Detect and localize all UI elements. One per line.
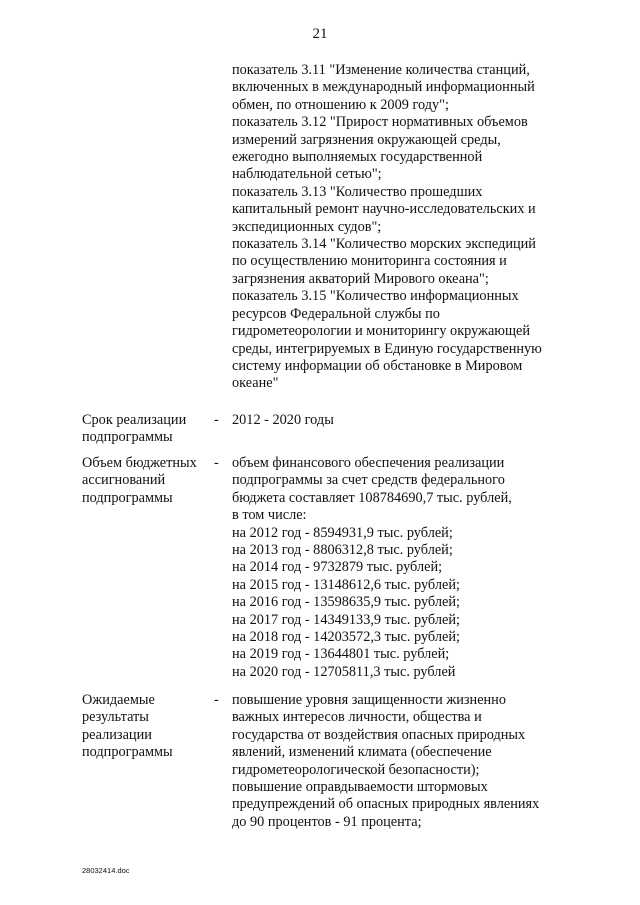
- results-label-line: подпрограммы: [82, 744, 173, 761]
- term-label: [82, 412, 212, 447]
- footer-filename: 28032414.doc: [82, 866, 130, 875]
- indicator-line: ежегодно выполняемых государственной: [232, 149, 483, 166]
- indicator-line: обмен, по отношению к 2009 году";: [232, 96, 449, 113]
- budget-value-line: на 2016 год - 13598635,9 тыс. рублей;: [232, 594, 460, 611]
- results-value-line: повышение уровня защищенности жизненно: [232, 692, 506, 708]
- budget-value-line: на 2015 год - 13148612,6 тыс. рублей;: [232, 576, 460, 593]
- budget-value-line: в том числе:: [232, 507, 307, 524]
- budget-value-line: на 2017 год - 14349133,9 тыс. рублей;: [232, 611, 460, 628]
- budget-value-line: на 2018 год - 14203572,3 тыс. рублей;: [232, 629, 460, 646]
- indicator-line: показатель 3.15 "Количество информационных: [232, 288, 519, 305]
- budget-value-line: бюджета составляет 108784690,7 тыс. рублей,: [232, 489, 512, 506]
- results-label-line: реализации: [82, 726, 152, 743]
- results-label-line: результаты: [82, 709, 149, 726]
- indicators-list: [232, 62, 577, 393]
- budget-label-line: ассигнований: [82, 472, 166, 489]
- indicator-line: включенных в международный информационный: [232, 79, 535, 96]
- indicator-line: по осуществлению мониторинга состояния и: [232, 253, 507, 270]
- budget-value-line: подпрограммы за счет средств федерального: [232, 472, 505, 489]
- results-dash: -: [214, 692, 219, 708]
- results-value-line: важных интересов личности, общества и: [232, 709, 482, 726]
- indicator-line: показатель 3.14 "Количество морских экспедиций: [232, 236, 536, 253]
- page-number: 21: [312, 26, 328, 42]
- term-label-line: Срок реализации: [82, 412, 187, 428]
- indicator-line: океане": [232, 375, 279, 392]
- budget-label-line: Объем бюджетных: [82, 455, 197, 471]
- results-value-line: государства от воздействия опасных природных: [232, 726, 526, 743]
- budget-dash: -: [214, 455, 219, 471]
- budget-value-line: на 2019 год - 13644801 тыс. рублей;: [232, 646, 450, 663]
- budget-value-line: объем финансового обеспечения реализации: [232, 455, 505, 471]
- results-value-line: гидрометеорологической безопасности);: [232, 761, 480, 778]
- indicator-line: наблюдательной сетью";: [232, 166, 382, 183]
- indicator-line: ресурсов Федеральной службы по: [232, 305, 440, 322]
- indicator-line: систему информации об обстановке в Мировом: [232, 357, 523, 374]
- indicator-line: показатель 3.11 "Изменение количества станций,: [232, 62, 530, 78]
- budget-value: [232, 455, 577, 681]
- results-value-line: предупреждений об опасных природных явлениях: [232, 796, 540, 813]
- budget-value-line: на 2020 год - 12705811,3 тыс. рублей: [232, 663, 456, 680]
- budget-value-line: на 2012 год - 8594931,9 тыс. рублей;: [232, 524, 453, 541]
- budget-value-line: на 2013 год - 8806312,8 тыс. рублей;: [232, 542, 453, 559]
- term-value-line: 2012 - 2020 годы: [232, 412, 334, 428]
- budget-label-line: подпрограммы: [82, 489, 173, 506]
- results-value-line: повышение оправдываемости штормовых: [232, 779, 488, 796]
- budget-label: [82, 455, 212, 507]
- indicator-line: показатель 3.12 "Прирост нормативных объемов: [232, 114, 528, 131]
- results-value-line: до 90 процентов - 91 процента;: [232, 813, 422, 830]
- term-label-line: подпрограммы: [82, 429, 173, 446]
- budget-value-line: на 2014 год - 9732879 тыс. рублей;: [232, 559, 443, 576]
- results-value: [232, 692, 577, 831]
- indicator-line: среды, интегрируемых в Единую государственную: [232, 340, 542, 357]
- term-value: [232, 412, 577, 429]
- results-value-line: явлений, изменений климата (обеспечение: [232, 744, 492, 761]
- indicator-line: загрязнения акваторий Мирового океана";: [232, 270, 489, 287]
- results-label-line: Ожидаемые: [82, 692, 155, 708]
- indicator-line: измерений загрязнения окружающей среды,: [232, 131, 501, 148]
- indicator-line: показатель 3.13 "Количество прошедших: [232, 183, 483, 200]
- term-dash: -: [214, 412, 219, 428]
- indicator-line: гидрометеорологии и мониторингу окружающей: [232, 323, 530, 340]
- indicator-line: капитальный ремонт научно-исследовательских и: [232, 201, 536, 218]
- indicator-line: экспедиционных судов";: [232, 218, 382, 235]
- results-label: [82, 692, 212, 762]
